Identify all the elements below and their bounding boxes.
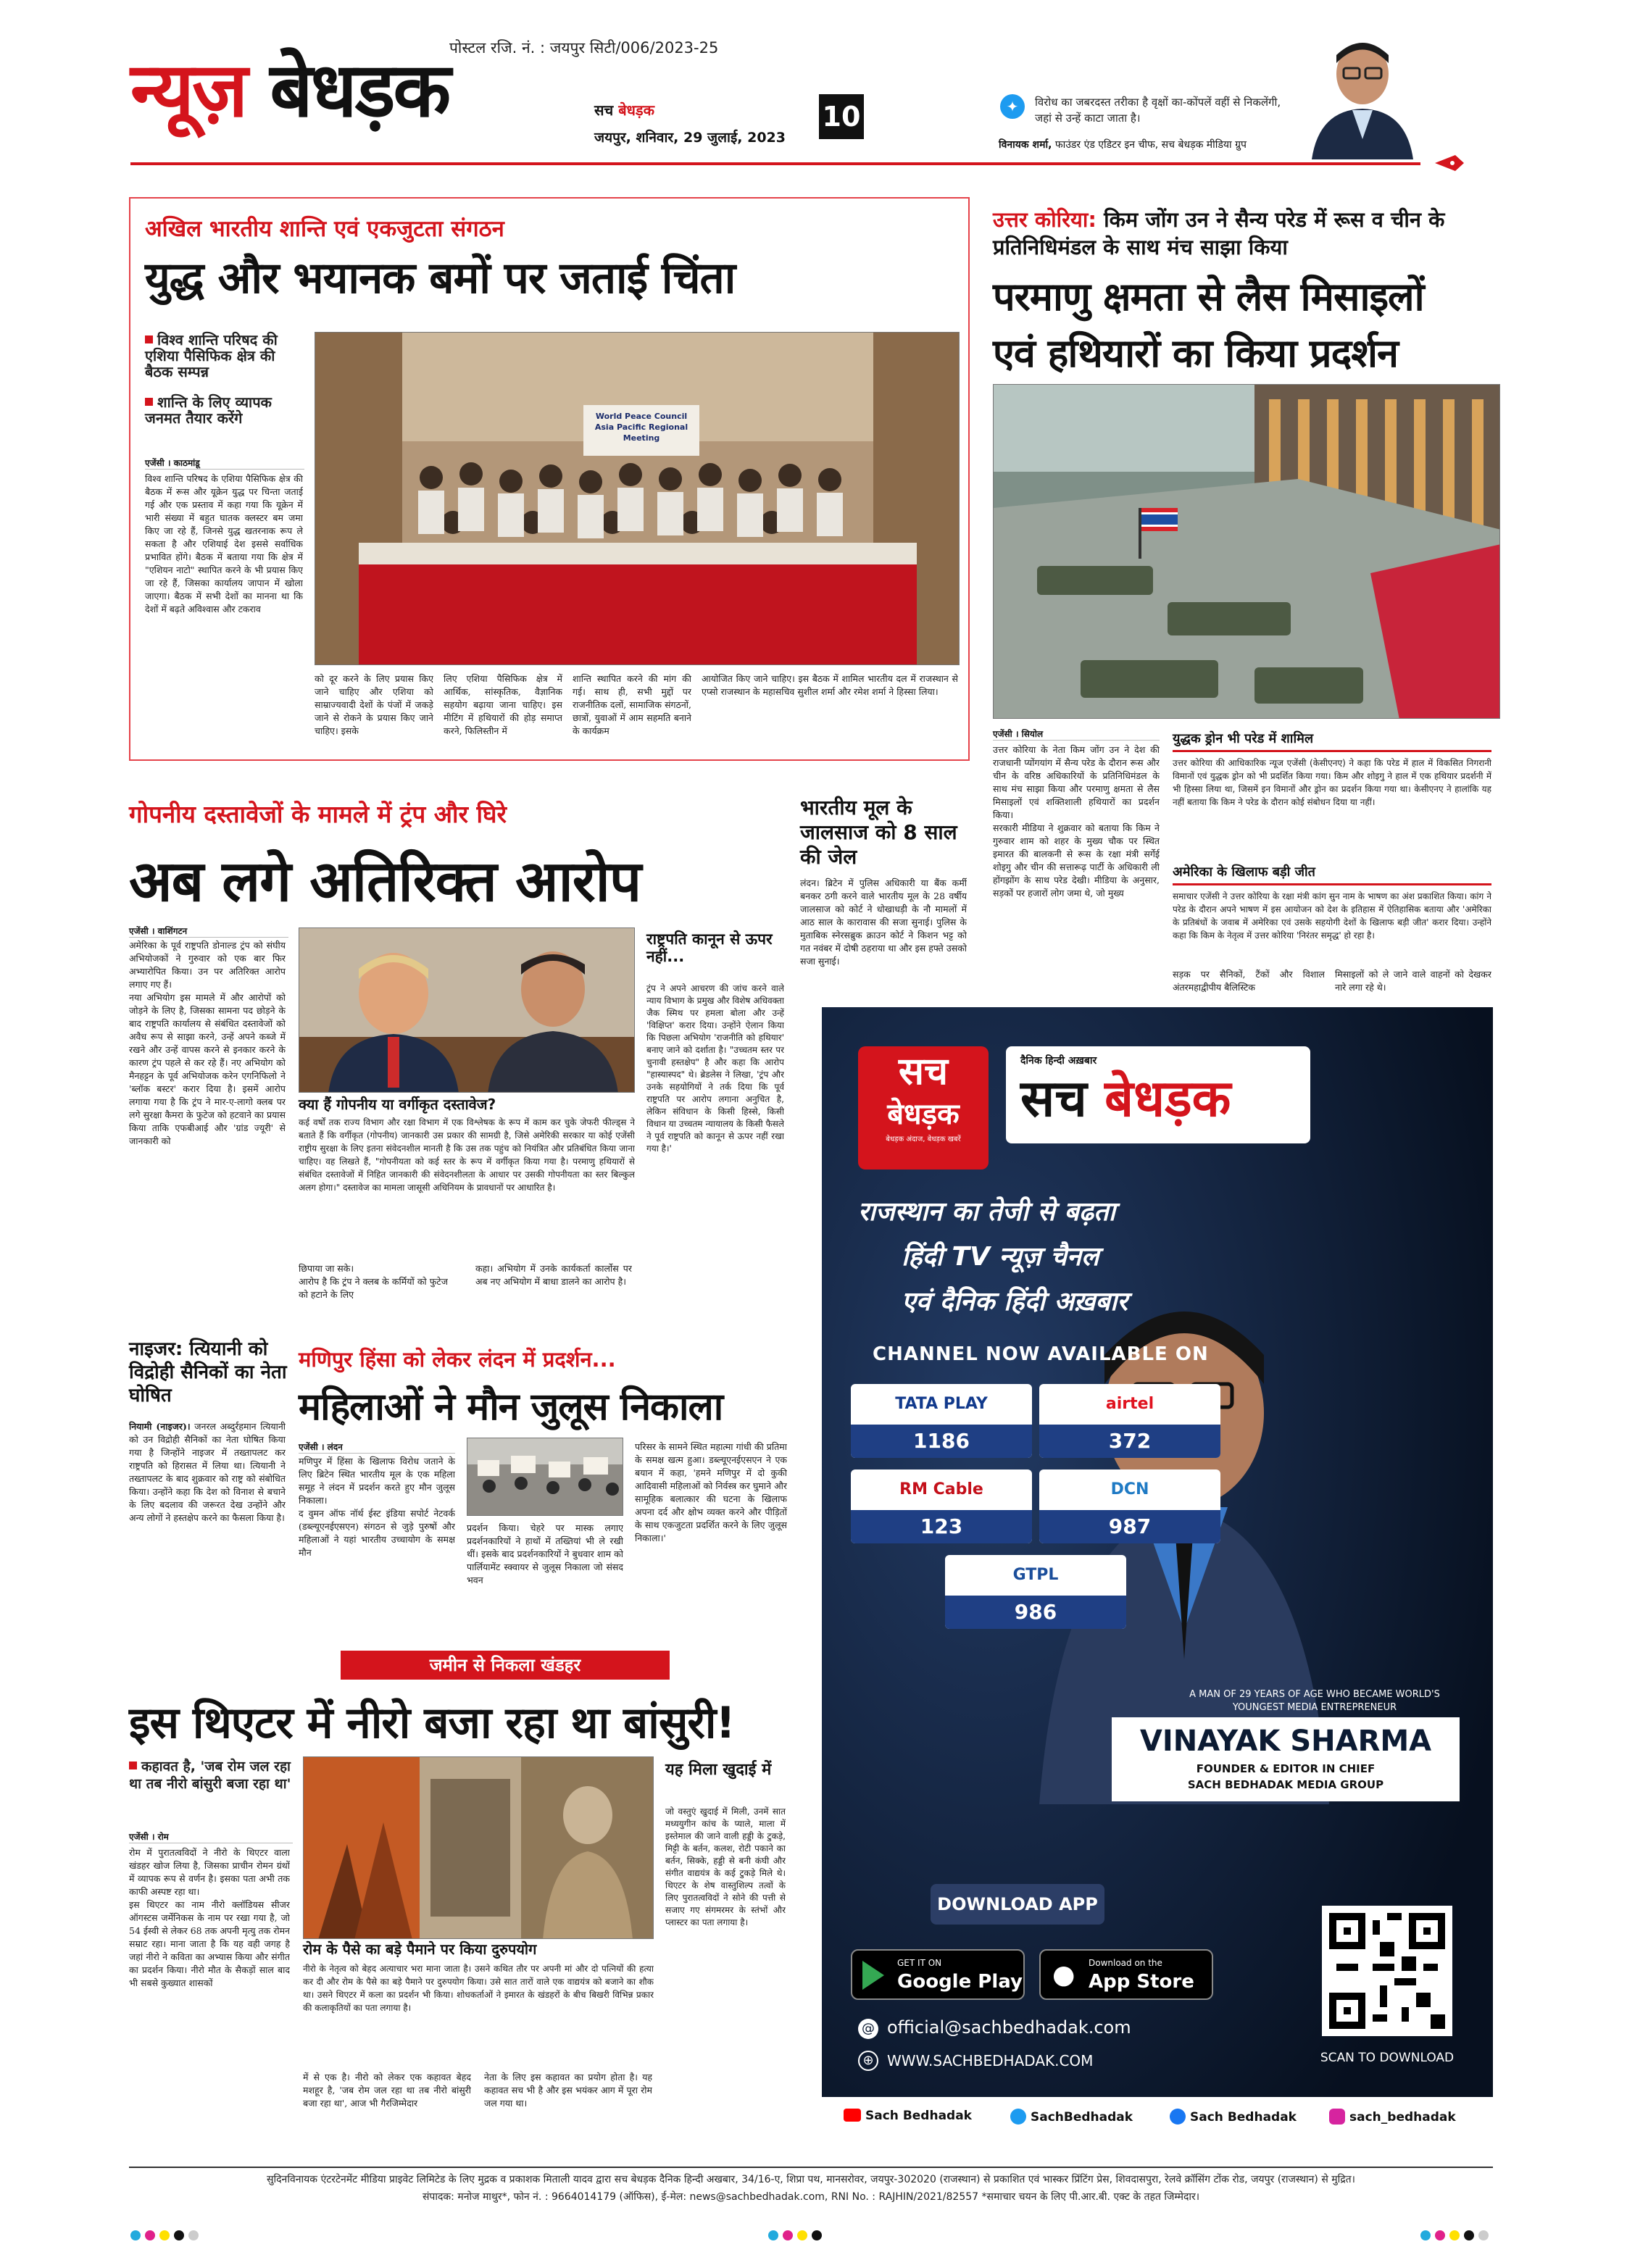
story1-headline: युद्ध और भयानक बमों पर जताई चिंता bbox=[145, 253, 736, 304]
ad-logo-small-word1: सच bbox=[898, 1050, 949, 1093]
story3-side-text: ट्रंप ने अपने आचरण की जांच करने वाले न्याय विभाग के प्रमुख और विशेष अधिवक्ता जैक स्मिथ पर हमला बोला और उन्हें 'विक्षिप्त' करार दिया। उन्होंने ऐलान किया कि पिछला अभियोग 'राजनीति को हथियार' बनाए जाने को दर्शाता है। "उच्चतम स्तर पर चुनावी हस्तक्षेप" है और कहा कि आरोप "हास्यास्पद" थे। ब्रेडलेस ने लिखा, 'ट्रंप और उनके सहयोगियों ने तर्क दिया कि पूर्व राष्ट्रपति पर आरोप लगाना अनुचित है, लेकिन संविधान के किसी हिस्से, किसी विधान या उच्चतम न्यायालय के किसी फैसले ने पूर्व राष्ट्रपति को कानून से ऊपर नहीं रखा गया है।' bbox=[646, 983, 784, 1154]
logo-part-news: न्यूज़ bbox=[130, 46, 246, 134]
pen-nib-icon bbox=[1435, 152, 1464, 174]
channel-number: 987 bbox=[1039, 1510, 1220, 1543]
ad-logo-big bbox=[1006, 1046, 1310, 1143]
editor-quote: विरोध का जबरदस्त तरीका है वृक्षों का-कोंपलें वहीं से निकलेंगी, जहां से उन्हें काटा जाता है। bbox=[1035, 96, 1281, 125]
globe-icon: ⊕ bbox=[858, 2051, 878, 2071]
story2-sub2: अमेरिका के खिलाफ बड़ी जीत bbox=[1173, 864, 1315, 880]
bullet-square-icon bbox=[129, 1762, 137, 1769]
channel-name: RM Cable bbox=[899, 1480, 983, 1498]
youtube-handle: Sach Bedhadak bbox=[865, 2109, 972, 2123]
story1-col3: लिए एशिया पैसिफिक क्षेत्र में आर्थिक, सांस्कृतिक, वैज्ञानिक सहयोग बढ़ाया जाना चाहिए। इस मीटिंग में हथियारों की होड़ समाप्त करने, फिलिस्तीन में bbox=[444, 673, 562, 736]
story7-bullet-text: कहावत है, 'जब रोम जल रहा था तब नीरो बांसुरी बजा रहा था' bbox=[129, 1759, 291, 1792]
story3-box-head: क्या हैं गोपनीय या वर्गीकृत दस्तावेज? bbox=[299, 1096, 496, 1113]
download-app-button[interactable]: DOWNLOAD APP bbox=[931, 1884, 1104, 1925]
story7-side-head: यह मिला खुदाई में bbox=[665, 1761, 772, 1779]
story2-col2b: समाचार एजेंसी ने उत्तर कोरिया के रक्षा मंत्री कांग सुन नाम के भाषण का अंश प्रकाशित किया। कांग ने परेड के दौरान अपने भाषण में इस आयोजन को देश के इतिहास में ऐतिहासिक बताया और 'अमेरिका के प्रतिबंधों के जवाब में अमेरिका एवं उसके सहयोगी देशों के खिलाफ बड़ी जीत' करार दिया। उन्होंने कहा कि किम के नेतृत्व में उत्तर कोरिया 'निरंतर समृद्ध' हो रहा है। bbox=[1173, 891, 1491, 941]
story2-col2a: उत्तर कोरिया की आधिकारिक न्यूज एजेंसी (केसीएनए) ने कहा कि परेड में हाल में विकसित निगरानी विमानों एवं युद्धक ड्रोन को भी प्रदर्शित किया गया। किम और शोइगु ने हाल में एक हथियार प्रदर्शनी में भी हिस्सा लिया था, जिसमें इन विमानों और ड्रोन का प्रदर्शन किया गया था। केसीएनए ने हालांकि यह नहीं बताया कि किम ने परेड के दौरान कोई संबोधन दिया या नहीं। bbox=[1173, 758, 1491, 807]
story1-kicker: अखिल भारतीय शान्ति एवं एकजुटता संगठन bbox=[145, 216, 504, 242]
story7-col2: में से एक है। नीरो को लेकर एक कहावत बेहद मशहूर है, 'जब रोम जल रहा था तब नीरो बांसुरी बजा रहा था', आज भी गैरजिम्मेदार bbox=[303, 2072, 471, 2109]
story6-headline: महिलाओं ने मौन जुलूस निकाला bbox=[299, 1385, 723, 1429]
app-store-button[interactable] bbox=[1039, 1949, 1213, 2000]
youtube-icon bbox=[844, 2109, 861, 2122]
tagline-prefix: सच bbox=[594, 101, 614, 119]
story6-kicker: मणिपुर हिंसा को लेकर लंदन में प्रदर्शन... bbox=[299, 1347, 616, 1372]
story5-text bbox=[129, 1420, 286, 1629]
ad-scan: SCAN TO DOWNLOAD bbox=[1320, 2051, 1455, 2065]
ad-line2: हिंदी TV न्यूज़ चैनल bbox=[902, 1242, 1099, 1272]
story4-text: लंदन। ब्रिटेन में पुलिस अधिकारी या बैंक कर्मी बनकर ठगी करने वाले भारतीय मूल के 28 वर्षीय जालसाज को कोर्ट ने धोखाधड़ी के नौ मामलों में आठ साल के कारावास की सजा सुनाई। पुलिस के मुताबिक स्नेरसब्रुक क्राउन कोर्ट ने किशन भट्ट को गत नवंबर में दोषी ठहराया था और इस हफ्ते उसको सजा सुनाई। bbox=[800, 877, 967, 967]
story3-side-head: राष्ट्रपति कानून से ऊपर नहीं... bbox=[646, 930, 773, 965]
channel-name: DCN bbox=[1110, 1480, 1149, 1498]
story5-body: जनरल अब्दुर्रहमान त्यियानी को उन विद्रोही सैनिकों का नेता घोषित किया गया है जिन्होंने नाइजर में तख्तापलट कर राष्ट्रपति को हिरासत में लिया था। त्यियानी ने तख्तापलट के बाद शुक्रवार को राष्ट्र को संबोधित किया। उन्होंने कहा कि देश को विनाश से बचाने के लिए बदलाव की जरूरत देख उन्होंने और अन्य लोगों ने हस्तक्षेप करने का फैसला किया है। bbox=[129, 1421, 286, 1523]
story6-dateline: एजेंसी । लंदन bbox=[299, 1441, 455, 1454]
masthead-rule bbox=[130, 162, 1420, 165]
story1-col4: शान्ति स्थापित करने की मांग की गई। साथ ही, सभी मुद्दों पर राजनीतिक दलों, सामाजिक संगठनों, छात्रों, युवाओं में आम सहमति बनाने के कार्यक्रम bbox=[573, 673, 691, 736]
story1-col5: आयोजित किए जाने चाहिए। इस बैठक में शामिल भारतीय दल में राजस्थान से एप्सो राजस्थान के महासचिव सुशील शर्मा और रमेश शर्मा ने हिस्सा लिया। bbox=[702, 673, 958, 697]
story7-sub-text: नीरो के नेतृत्व को बेहद अत्याचार भरा माना जाता है। उसने कथित तौर पर अपनी मां और दो पत्नियों की हत्या कर दी और रोम के पैसे का बड़े पैमाने पर दुरुपयोग किया। उसे सात तारों वाले एक वाद्ययंत्र को बजाने का शौक था। उसने थिएटर में कला का प्रदर्शन भी किया। शोधकर्ताओं ने इमारत के खंडहरों के बीच बिखरी विभिन्न प्रकार की कलाकृतियों का पता लगाया है। bbox=[303, 1964, 654, 2013]
channel-number: 123 bbox=[851, 1510, 1032, 1543]
channel-tata-play bbox=[851, 1384, 1032, 1458]
story6-protest-photo bbox=[467, 1438, 623, 1516]
quote-author bbox=[999, 138, 1247, 151]
twitter-icon: ✦ bbox=[1000, 94, 1025, 119]
story1-bullet-2 bbox=[145, 394, 304, 426]
apple-icon: ● bbox=[1052, 1960, 1075, 1990]
story1-dateline: एजेंसी । काठमांडू bbox=[145, 456, 304, 470]
story1-photo bbox=[315, 332, 960, 665]
story1-photo-banner: World Peace Council Asia Pacific Regional Meeting bbox=[594, 412, 688, 443]
story6-col1: मणिपुर में हिंसा के खिलाफ विरोध जताने के लिए ब्रिटेन स्थित भारतीय मूल के एक महिला समूह ने लंदन में प्रदर्शन करते हुए मौन जुलूस निकाला। द वुमन ऑफ नॉर्थ ईस्ट इंडिया सपोर्ट नेटवर्क (डब्ल्यूएनईएसएन) संगठन से जुड़े पुरुषों और महिलाओं ने यहां भारतीय उच्चायोग के समक्ष मौन bbox=[299, 1456, 455, 1558]
channel-dcn bbox=[1039, 1469, 1220, 1543]
story1-bullet-1 bbox=[145, 332, 304, 380]
ad-logo-small bbox=[858, 1046, 989, 1170]
story6-col3: परिसर के सामने स्थित महात्मा गांधी की प्रतिमा के समक्ष खत्म हुआ। डब्ल्यूएनईएसएन ने एक बयान में कहा, 'हमने मणिपुर में दो कुकी आदिवासी महिलाओं को निर्वस्त्र कर घुमाने और सामूहिक बलात्कार की घटना के खिलाफ अपना दर्द और क्षोभ व्यक्त करने और पीड़ितों के साथ एकजुटता प्रदर्शित करने के लिए जुलूस निकाला।' bbox=[635, 1441, 787, 1543]
ad-channel-title: CHANNEL NOW AVAILABLE ON bbox=[873, 1343, 1209, 1365]
story3-col1: अमेरिका के पूर्व राष्ट्रपति डोनाल्ड ट्रंप को संघीय अभियोजकों ने गुरुवार को एक बार फिर अभ्यारोपित किया। उन पर अतिरिक्त आरोप लगाए गए हैं। नया अभियोग इस मामले में और आरोपों को जोड़ने के लिए है, जिसका सामना पद छोड़ने के बाद राष्ट्रपति कार्यालय से संबंधित दस्तावेजों को अवैध रूप से साझा करने, उन्हें अपने कब्जे में रखने और उन्हें वापस करने से इनकार करने के कारण ट्रंप पहले से कर रहे हैं। नए अभियोग को मैनहट्टन के पूर्व अभियोजक करेन एगनिफिलो ने 'ब्लॉक बस्टर' करार दिया है। इसमें आरोप लगाया गया है कि ट्रंप ने मार-ए-लागो क्लब पर लगे सुरक्षा कैमरा के फुटेज को हटवाने का प्रयास किया ताकि एफबीआई और 'ग्रांड ज्यूरी' से जानकारी को bbox=[129, 940, 286, 1146]
story2-dateline: एजेंसी । सियोल bbox=[993, 727, 1160, 741]
ad-logo-small-word2: बेधड़क bbox=[887, 1098, 960, 1131]
story7-dateline: एजेंसी । रोम bbox=[129, 1830, 293, 1843]
ad-person-role1: FOUNDER & EDITOR IN CHIEF bbox=[1196, 1762, 1376, 1775]
bullet-square-icon bbox=[145, 398, 153, 406]
story3-box-text: कई वर्षों तक राज्य विभाग और रक्षा विभाग में एक विश्लेषक के रूप में काम कर चुके जेफरी फील्ड्स ने बताते हैं कि वर्गीकृत (गोपनीय) जानकारी उस प्रकार की सामग्री है, जिसे अमेरिकी सरकार या कोई एजेंसी राष्ट्रीय सुरक्षा के लिए इतना संवेदनशील मानती है कि उस तक पहुंच को नियंत्रित और प्रतिबंधित किया जाना चाहिए। वह लिखते हैं, "गोपनीयता को कई स्तर के रूप में वर्गीकृत किया गया है। परमाणु हथियारों से संबंधित दस्तावेजों में निहित जानकारी की संवेदनशीलता के आधार पर उसकी गोपनीयता का स्तर बिल्कुल अलग होगा।" दस्तावेज का मामला जासूसी अधिनियम के प्रावधानों पर आधारित है। bbox=[299, 1117, 635, 1193]
ad-person-role2: SACH BEDHADAK MEDIA GROUP bbox=[1187, 1778, 1384, 1791]
story7-headline: इस थिएटर में नीरो बजा रहा था बांसुरी! bbox=[129, 1698, 735, 1748]
ad-line3: एवं दैनिक हिंदी अख़बार bbox=[902, 1287, 1128, 1317]
quote-author-name: विनायक शर्मा, bbox=[999, 139, 1052, 151]
facebook-handle: Sach Bedhadak bbox=[1190, 2110, 1297, 2125]
story3-col2: छिपाया जा सके। आरोप है कि ट्रंप ने क्लब के कर्मियों को फुटेज को हटाने के लिए bbox=[299, 1263, 448, 1300]
footer-imprint-1: सुदिनविनायक एंटरटेनमेंट मीडिया प्राइवेट लिमिटेड के लिए मुद्रक व प्रकाशक मिताली यादव द्वारा सच बेधड़क दैनिक हिन्दी अखबार, 34/16-ए, शिप्रा पथ, मानसरोवर, जयपुर-302020 (राजस्थान) से प्रकाशित एवं भास्कर प्रिंटिंग प्रेस, शिवदासपुरा, रेलवे क्रॉसिंग टोंक रोड, जयपुर (राजस्थान) से मुद्रित। bbox=[267, 2174, 1355, 2185]
ad-line1: राजस्थान का तेजी से बढ़ता bbox=[858, 1197, 1116, 1227]
city-date: जयपुर, शनिवार, 29 जुलाई, 2023 bbox=[594, 130, 786, 146]
bullet-square-icon bbox=[145, 335, 153, 343]
story2-kicker-text: किम जोंग उन ने सैन्य परेड में रूस व चीन के प्रतिनिधिमंडल के साथ मंच साझा किया bbox=[993, 207, 1445, 259]
story2-sub1: युद्धक ड्रोन भी परेड में शामिल bbox=[1173, 731, 1314, 746]
story2-headline-line1: परमाणु क्षमता से लैस मिसाइलों bbox=[993, 274, 1424, 320]
ad-logo-big-word2: बेधड़क bbox=[1104, 1069, 1231, 1128]
story2-tail1: सड़क पर सैनिकों, टैंकों और विशाल अंतरमहाद्वीपीय बैलिस्टिक bbox=[1173, 969, 1325, 993]
facebook-icon bbox=[1170, 2109, 1186, 2125]
instagram-social[interactable] bbox=[1329, 2109, 1456, 2125]
story7-sub: रोम के पैसे का बड़े पैमाने पर किया दुरुपयोग bbox=[303, 1940, 537, 1958]
story3-col3: कहा। अभियोग में उनके कार्यकर्ता कार्लोस पर अब नए अभियोग में बाधा डालने का आरोप है। bbox=[475, 1263, 632, 1287]
tagline bbox=[594, 100, 654, 120]
google-play-icon bbox=[862, 1961, 884, 1990]
ad-logo-big-words bbox=[1020, 1067, 1296, 1130]
story7-bullet bbox=[129, 1758, 293, 1793]
story1-col1: विश्व शान्ति परिषद के एशिया पैसिफिक क्षेत्र की बैठक में रूस और यूक्रेन युद्ध पर चिन्ता जताई गई और एक प्रस्ताव में कहा गया कि यूक्रेन में भारी संख्या में बहुत घातक क्लस्टर बम जमा किए जा रहे हैं, जिनसे युद्ध खतरनाक रूप ले सकता है और एशियाई देश इससे सर्वाधिक प्रभावित होंगे। बैठक में बताया गया कि क्षेत्र में "एशियन नाटो" स्थापित करने के भी प्रयास किए जा रहे हैं, जिसका कार्यालय जापान में खोला जाएगा। बैठक में सभी देशों का मानना था कि देशों में बढ़ते अविश्वास और टकराव bbox=[145, 473, 303, 614]
story5-headline: नाइजर: त्यियानी को विद्रोही सैनिकों का नेता घोषित bbox=[129, 1338, 287, 1406]
instagram-icon bbox=[1329, 2109, 1345, 2125]
story3-headline: अब लगे अतिरिक्त आरोप bbox=[129, 849, 641, 914]
story6-col2: प्रदर्शन किया। चेहरे पर मास्क लगाए प्रदर्शनकारियों ने हाथों में तख्तियां भी ले रखी थीं। इसके बाद प्रदर्शनकारियों ने बुधवार शाम को पार्लियामेंट स्क्वायर से जुलूस निकाला जो संसद भवन bbox=[467, 1522, 623, 1585]
story2-kicker-label: उत्तर कोरिया: bbox=[993, 207, 1097, 232]
footer-rule bbox=[129, 2167, 1493, 2168]
channel-rm-cable bbox=[851, 1469, 1032, 1543]
twitter-social[interactable] bbox=[1010, 2109, 1133, 2125]
ad-person-tag: A MAN OF 29 YEARS OF AGE WHO BECAME WORLD'S YOUNGEST MEDIA ENTREPRENEUR bbox=[1189, 1689, 1440, 1713]
channel-name: TATA PLAY bbox=[895, 1395, 988, 1413]
ad-website[interactable]: WWW.SACHBEDHADAK.COM bbox=[887, 2052, 1094, 2069]
twitter-icon bbox=[1010, 2109, 1026, 2125]
story3-trump-photo bbox=[299, 927, 635, 1093]
channel-number: 1186 bbox=[851, 1425, 1032, 1458]
channel-name: GTPL bbox=[1012, 1566, 1059, 1584]
google-play-big: Google Play bbox=[897, 1971, 1023, 1993]
story7-ruins-photo bbox=[303, 1756, 654, 1939]
story3-dateline: एजेंसी । वाशिंगटन bbox=[129, 925, 288, 938]
channel-airtel bbox=[1039, 1384, 1220, 1458]
app-store-big: App Store bbox=[1089, 1971, 1194, 1993]
story1-bullet-2-text: शान्ति के लिए व्यापक जनमत तैयार करेंगे bbox=[145, 393, 272, 427]
ad-email[interactable]: official@sachbedhadak.com bbox=[887, 2017, 1131, 2038]
story7-label: जमीन से निकला खंडहर bbox=[341, 1651, 670, 1680]
mail-icon: @ bbox=[858, 2019, 878, 2039]
twitter-handle: SachBedhadak bbox=[1031, 2110, 1133, 2125]
postal-registration: पोस्टल रजि. नं. : जयपुर सिटी/006/2023-25 bbox=[449, 39, 719, 57]
channel-number: 986 bbox=[945, 1596, 1126, 1629]
channel-gtpl bbox=[945, 1555, 1126, 1629]
logo bbox=[130, 46, 449, 133]
story1-bullet-1-text: विश्व शान्ति परिषद की एशिया पैसिफिक क्षेत्र की बैठक सम्पन्न bbox=[145, 331, 278, 380]
registration-dots-center bbox=[768, 2230, 822, 2240]
story4-headline: भारतीय मूल के जालसाज को 8 साल की जेल bbox=[800, 796, 957, 869]
google-play-small: GET IT ON bbox=[897, 1958, 942, 1968]
story7-side-text: जो वस्तुएं खुदाई में मिली, उनमें सात मध्ययुगीन कांच के प्याले, माला में इस्तेमाल की जाने वाली हड्डी के टुकड़े, मिट्टी के बर्तन, कलश, रोटी पकाने का बर्तन, सिक्के, हड्डी से बनी कंघी और संगीत वाद्ययंत्र के कई टुकड़े मिले थे। थिएटर के शेष वास्तुशिल्प तत्वों के लिए पुरातत्वविदों ने सोने की पत्ती से सजाए गए संगमरमर के स्तंभों और प्लास्टर का पता लगाया है। bbox=[665, 1806, 786, 1927]
story2-sub1-rule bbox=[1173, 750, 1491, 752]
ad-logo-big-pre: दैनिक हिन्दी अख़बार bbox=[1020, 1055, 1097, 1067]
story2-sub2-rule bbox=[1173, 883, 1491, 885]
channel-number: 372 bbox=[1039, 1425, 1220, 1458]
story2-headline-line2: एवं हथियारों का किया प्रदर्शन bbox=[993, 330, 1398, 376]
instagram-handle: sach_bedhadak bbox=[1349, 2110, 1456, 2125]
tagline-suffix: बेधड़क bbox=[618, 101, 654, 119]
footer-imprint-2: संपादक: मनोज माथुर*, फोन नं. : 9664014179 (ऑफिस), ई-मेल: news@sachbedhadak.com, RNI No. : RAJHIN/2021/82557 *समाचार चयन के लिए पी.आर.बी. एक्ट के तहत जिम्मेदार। bbox=[422, 2191, 1200, 2203]
qr-code[interactable] bbox=[1322, 1906, 1452, 2036]
story3-kicker: गोपनीय दस्तावेजों के मामले में ट्रंप और घिरे bbox=[129, 800, 507, 828]
ad-logo-big-word1: सच bbox=[1020, 1069, 1087, 1128]
story2-parade-photo bbox=[993, 384, 1500, 719]
ad-logo-small-sub: बेधड़क अंदाज, बेधड़क खबरें bbox=[886, 1135, 961, 1143]
facebook-social[interactable] bbox=[1170, 2109, 1297, 2125]
story2-tail2: मिसाइलों को ले जाने वाले वाहनों को देखकर नारे लगा रहे थे। bbox=[1335, 969, 1491, 993]
google-play-button[interactable] bbox=[851, 1949, 1025, 2000]
app-store-small: Download on the bbox=[1089, 1958, 1162, 1968]
story7-col3: नेता के लिए इस कहावत का प्रयोग होता है। यह कहावत सच भी है और इस भयंकर आग में पूरा रोम जल गया था। bbox=[484, 2072, 652, 2109]
page-number: 10 bbox=[819, 94, 864, 139]
youtube-social[interactable] bbox=[844, 2109, 972, 2123]
sach-bedhadak-advert bbox=[822, 1007, 1493, 2140]
editor-portrait bbox=[1304, 30, 1420, 159]
channel-name: airtel bbox=[1105, 1395, 1154, 1413]
story2-col1: उत्तर कोरिया के नेता किम जोंग उन ने देश की राजधानी प्योंगयांग में सैन्य परेड के दौरान रूस और चीन के वरिष्ठ अधिकारियों के प्रतिनिधिमंडल के साथ मंच साझा किया और परमाणु क्षमता से लैस मिसाइलों एवं शक्तिशाली हथियारों का प्रदर्शन किया। सरकारी मीडिया ने शुक्रवार को बताया कि किम ने गुरुवार शाम को शहर के मुख्य चौक पर स्थित इमारत की बालकनी से रूस के रक्षा मंत्री सर्गेई शोइगु और चीन की सत्तारूढ़ पार्टी के अधिकारी ली होंगझोंग के साथ परेड देखी। मीडिया के अनुसार, सड़कों पर हजारों लोग जमा थे, जो मुख्य bbox=[993, 744, 1160, 899]
story1-col2: को दूर करने के लिए प्रयास किए जाने चाहिए और एशिया को साम्राज्यवादी देशों के पंजों में जकड़े जाने से रोकने के प्रयास किए जाने चाहिए। इसके bbox=[315, 673, 433, 736]
story7-col1: रोम में पुरातत्वविदों ने नीरो के थिएटर वाला खंडहर खोज लिया है, जिसका प्राचीन रोमन ग्रंथों में व्यापक रूप से वर्णन है। इसका पता अभी तक काफी अस्पष्ट रहा था। इस थिएटर का नाम नीरो क्लॉडियस सीजर ऑगस्टस जर्मेनिकस के नाम पर रखा गया है, जो 54 ईस्वी से लेकर 68 तक अपनी मृत्यु तक रोमन सम्राट रहा। माना जाता है कि यह वही जगह है जहां नीरो ने कविता का अभ्यास किया और संगीत का प्रदर्शन किया। नीरो मौत के सैकड़ों साल बाद भी सबसे कुख्यात शासकों bbox=[129, 1847, 290, 1988]
logo-part-bedhadak: बेधड़क bbox=[270, 46, 449, 134]
registration-dots-right bbox=[1420, 2230, 1489, 2240]
story2-kicker bbox=[993, 206, 1486, 261]
registration-dots-left bbox=[130, 2230, 199, 2240]
ad-person-card bbox=[1112, 1717, 1460, 1801]
story5-dateline: नियामी (नाइजर)। bbox=[129, 1421, 191, 1432]
quote-author-role: फाउंडर एंड एडिटर इन चीफ, सच बेधड़क मीडिया ग्रुप bbox=[1054, 139, 1247, 151]
ad-person-name: VINAYAK SHARMA bbox=[1139, 1725, 1432, 1758]
